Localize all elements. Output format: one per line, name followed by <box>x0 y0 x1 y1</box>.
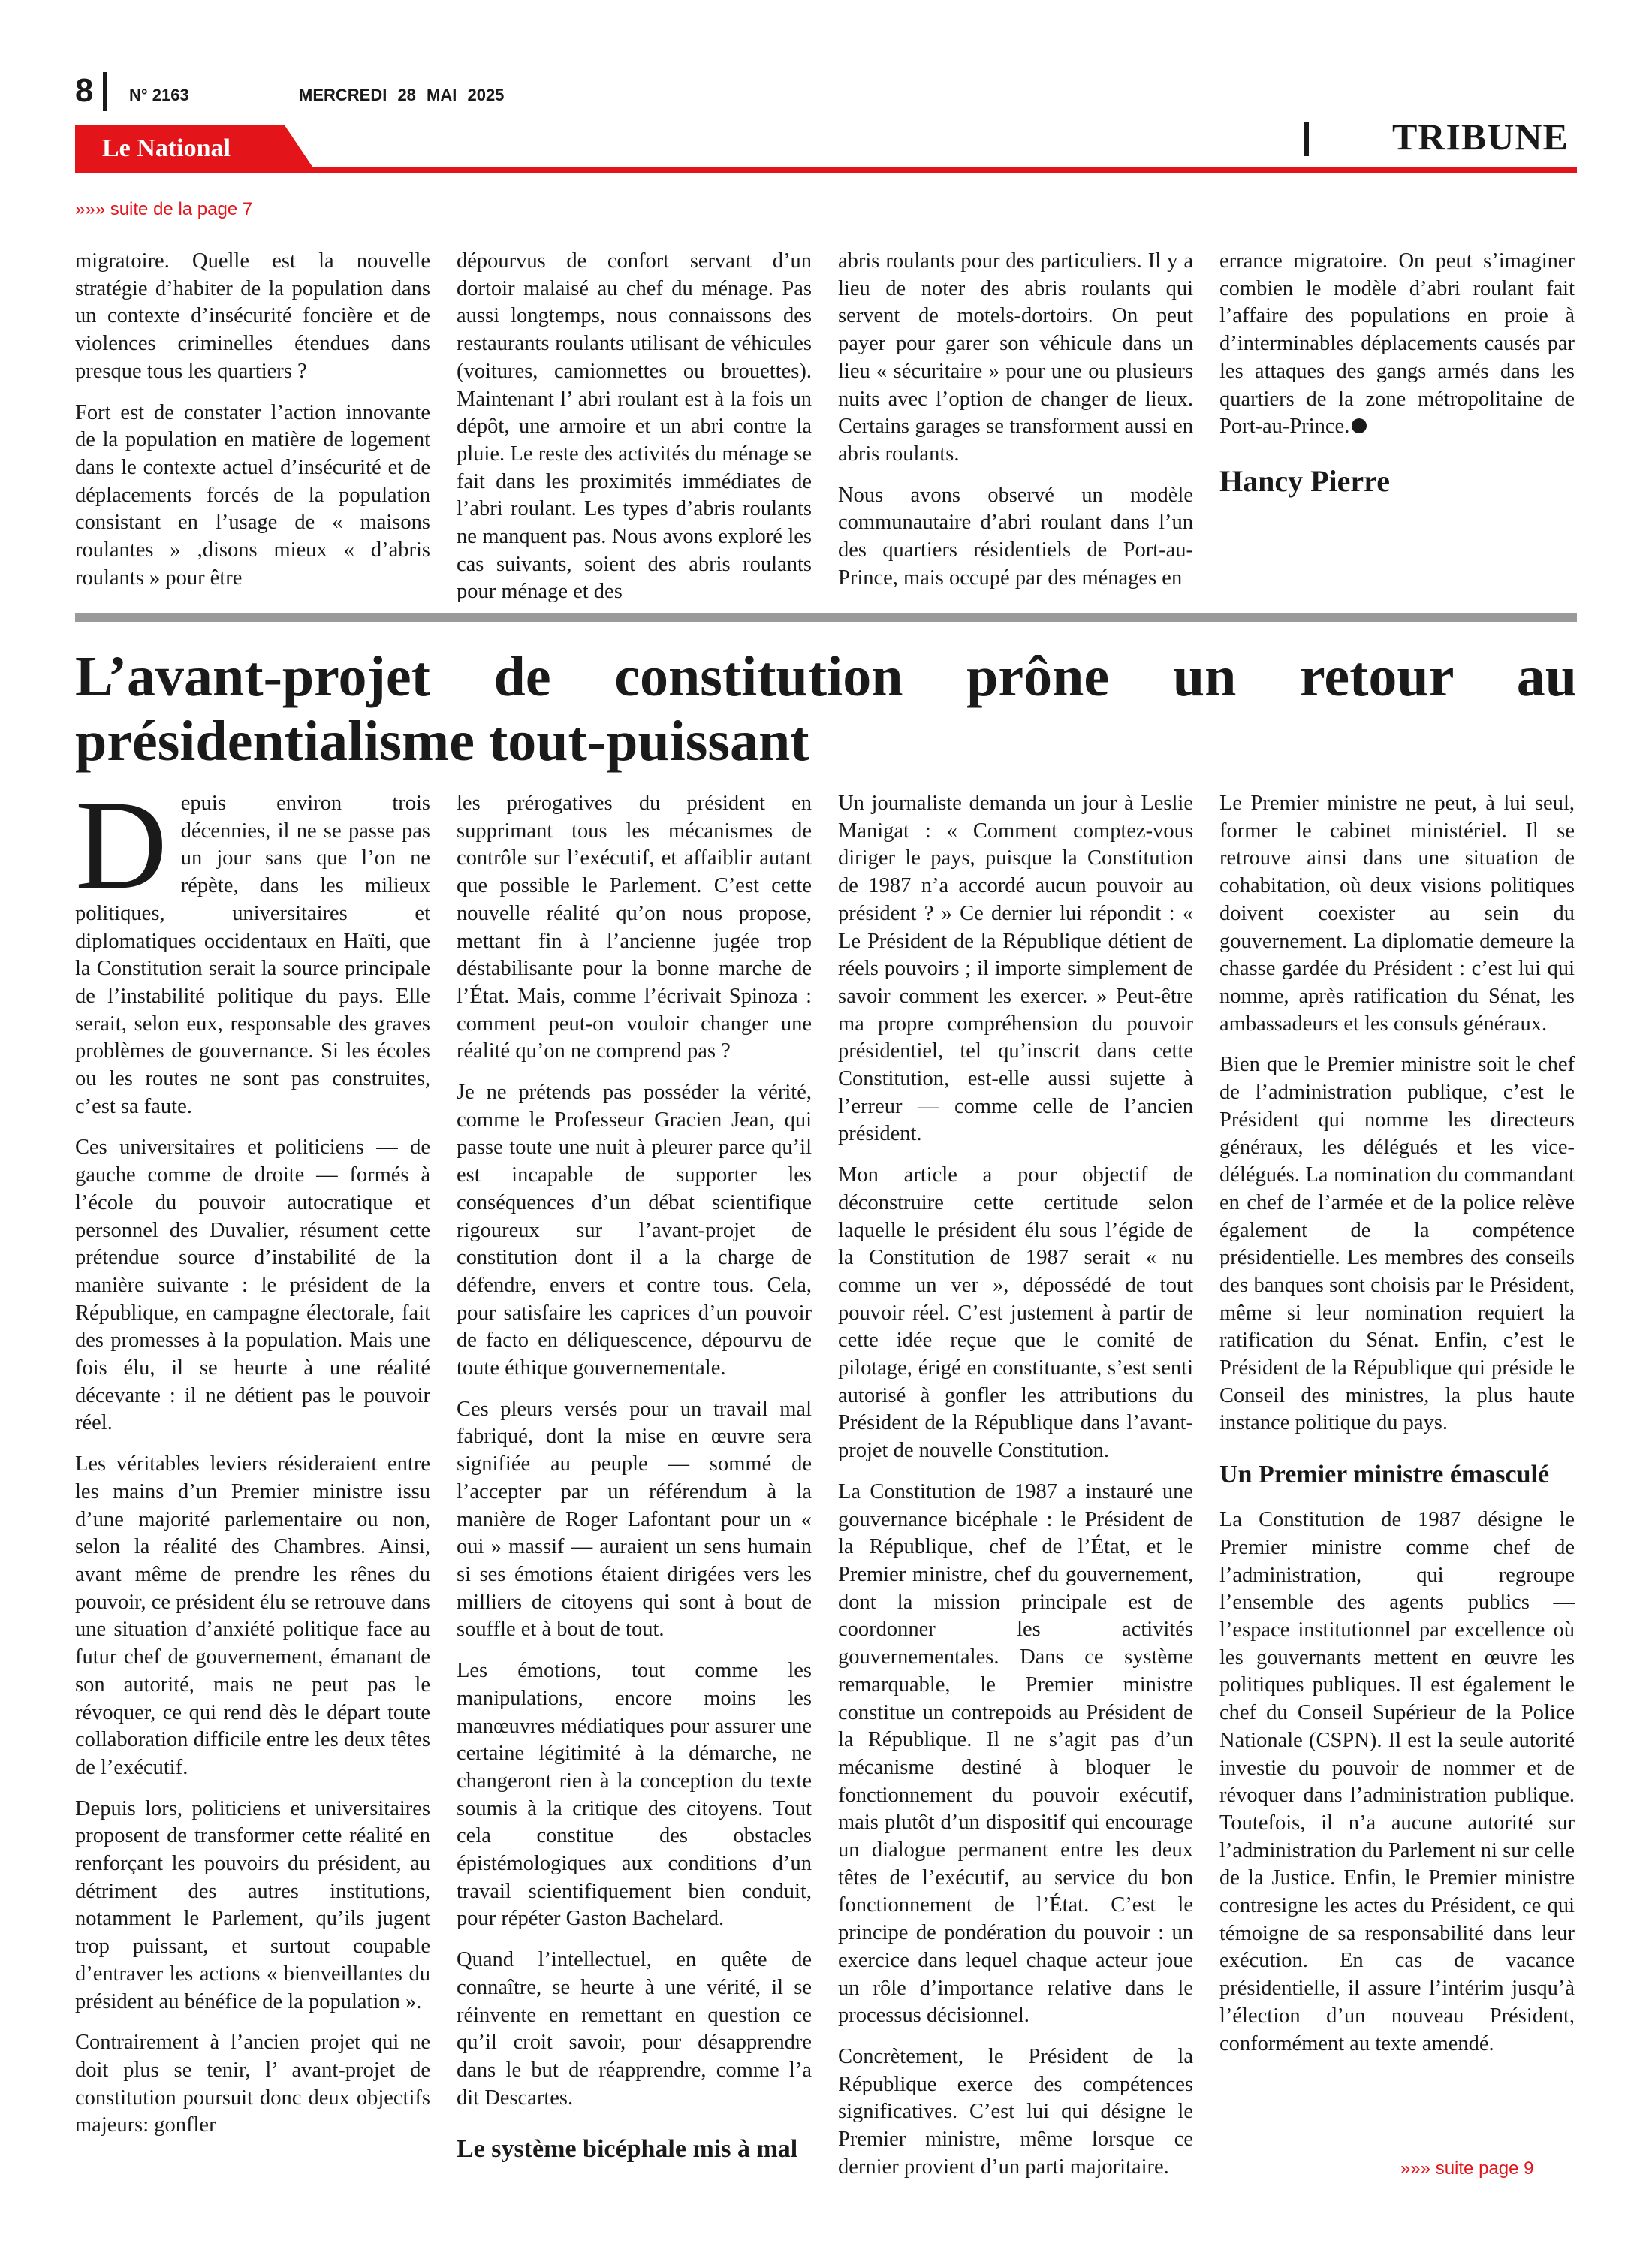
article-divider <box>75 613 1577 622</box>
issue-number: N° 2163 <box>129 86 189 104</box>
section-separator <box>1304 122 1309 156</box>
page-number: 8 <box>75 72 94 109</box>
paragraph: Fort est de constater l’action innovante de la population en matière de logement dans le contexte actuel d’insécurité et de déplacements forcés de la population consistant en l’usage de « maisons roulantes » ,disons mieux « d’abris roulants » pour être <box>75 400 430 590</box>
paragraph: Les véritables leviers résideraient entre les mains d’un Premier ministre issu d’une majorité parlementaire ou non, selon la réalité des Chambres. Ainsi, avant même de prendre les rênes du pouvoir, ce président élu se retrouve dans une situation d’anxiété politique face au futur chef de gouvernement, émanant de son autorité, mais ne peut pas le révoquer, ce qui rend dès le départ toute collaboration difficile entre les deux têtes de l’exécutif. <box>75 1452 430 1779</box>
drop-cap: D <box>75 774 167 915</box>
paragraph: Ces pleurs versés pour un travail mal fabriqué, dont la mise en œuvre sera signifiée au peuple — sommé de l’accepter par un référendum à la manière de Roger Lafontant pour un « oui » massif — auraient un sens humain si ses émotions étaient dirigées vers les milliers de citoyens qui sont à bout de souffle et à bout de tout. <box>457 1397 812 1642</box>
header-vertical-bar <box>103 72 107 111</box>
subheading: Le système bicéphale mis à mal <box>457 2135 798 2164</box>
paragraph: Quand l’intellectuel, en quête de connaître, se heurte à une vérité, il se réinvente en remettant en question ce qu’il croit savoir, pour désapprendre dans le but de réapprendre, comme l’a dit Descartes. <box>457 1948 812 2110</box>
article-column-1 <box>75 774 430 2140</box>
paragraph: Ces universitaires et politiciens — de gauche comme de droite — formés à l’école du pouvoir autocratique et personnel des Duvalier, résument cette prétendue source d’instabilité de la manière suivante : le président de la République, en campagne électorale, fait des promesses à la population. Mais une fois élu, il se heurte à une réalité décevante : il ne détient pas le pouvoir réel. <box>75 1136 430 1435</box>
article-column-2 <box>457 790 812 2181</box>
paragraph: Contrairement à l’ancien projet qui ne doit plus se tenir, l’ avant-projet de constitution poursuit donc deux objectifs majeurs: gonfler <box>75 2031 430 2137</box>
paragraph: migratoire. Quelle est la nouvelle stratégie d’habiter de la population dans un contexte d’insécurité foncière et de violences criminelles étendues dans presque tous les quartiers ? <box>75 249 430 383</box>
continued-from-link[interactable]: »»» suite de la page 7 <box>75 199 253 219</box>
section-title: TRIBUNE <box>1392 116 1569 158</box>
paragraph: dépourvus de confort servant d’un dortoir malaisé au chef du ménage. Pas aussi longtemps, nous connaissons des restaurants roulants utilisant de véhicules (voitures, camionnettes ou brouettes). Maintenant l’ abri roulant est à la fois un dépôt, une armoire et un abri contre la pluie. Le reste des activités du ménage se fait dans les proximités immédiates de l’abri roulant. Les types d’abris roulants ne manquent pas. Nous avons exploré les cas suivants, soient des abris roulants pour ménage et des <box>457 249 812 604</box>
article-headline: L’avant-projet de constitution prône un retour au présidentialisme tout-puissant <box>75 645 1577 773</box>
author-signature: Hancy Pierre <box>1219 463 1390 498</box>
article-column-4 <box>1219 790 1575 2058</box>
issue-date: MERCREDI 28 MAI 2025 <box>299 86 505 104</box>
paragraph: Concrètement, le Président de la République exerce des compétences significatives. C’est lui qui désigne le Premier ministre, même lorsque ce dernier provient d’un parti majoritaire. <box>838 2044 1193 2179</box>
continued-to-link[interactable]: »»» suite page 9 <box>1400 2158 1534 2179</box>
paragraph: Depuis lors, politiciens et universitaires proposent de transformer cette réalité en renforçant les pouvoirs du président, au détriment des autres institutions, notamment le Parlement, qu’ils jugent trop puissant, et surtout coupable d’entraver les actions « bienveillantes du président au bénéfice de la population ». <box>75 1796 430 2013</box>
paragraph: les prérogatives du président en supprimant tous les mécanismes de contrôle sur l’exécutif, et affaiblir autant que possible le Parlement. C’est cette nouvelle réalité qu’on nous propose, mettant fin à l’ancienne jugée trop déstabilisante pour la bonne marche de l’État. Mais, comme l’écrivait Spinoza : comment peut-on vouloir changer une réalité qu’on ne comprend pas ? <box>457 792 812 1063</box>
paragraph: Les émotions, tout comme les manipulations, encore moins les manœuvres médiatiques pour assurer une certaine légitimité à la démarche, ne changeront rien à la conception du texte soumis à la critique des citoyens. Tout cela constitue des obstacles épistémologiques aux conditions d’un travail scientifiquement bien conduit, pour répéter Gaston Bachelard. <box>457 1659 812 1931</box>
paragraph: Un journaliste demanda un jour à Leslie Manigat : « Comment comptez-vous diriger le pays, puisque la Constitution de 1987 n’a accordé aucun pouvoir au président ? » Ce dernier lui répondit : « Le Président de la République détient de réels pouvoirs ; il importe simplement de savoir comment les exercer. » Peut-être ma propre compréhension du pouvoir présidentiel, tel qu’inscrit dans cette Constitution, est-elle aussi sujette à l’erreur — comme celle de l’ancien président. <box>838 792 1193 1146</box>
paragraph: La Constitution de 1987 a instauré une gouvernance bicéphale : le Président de la République, chef de l’État, et le Premier ministre, chef du gouvernement, dont la mission principale est de coordonner les activités gouvernementales. Dans ce système remarquable, le Premier ministre constitue un contrepoids au Président de la République. Il ne s’agit pas d’un mécanisme destiné à bloquer le fonctionnement du pouvoir exécutif, mais plutôt d’un dispositif qui encourage un dialogue permanent entre les deux têtes de l’exécutif, au service du bon fonctionnement de l’État. C’est le principe de pondération du pouvoir : un exercice dans lequel chaque acteur joue un rôle d’importance relative dans le processus décisionnel. <box>838 1479 1193 2028</box>
paragraph: Je ne prétends pas posséder la vérité, comme le Professeur Gracien Jean, qui passe toute une nuit à pleurer parce qu’il est incapable de supporter les conséquences d’un débat scientifique rigoureux sur l’avant-projet de constitution dont il a la charge de défendre, envers et contre tous. Cela, pour satisfaire les caprices d’un pouvoir de facto en déliquescence, dépourvu de toute éthique gouvernementale. <box>457 1081 812 1380</box>
paragraph: Bien que le Premier ministre soit le chef de l’administration publique, c’est le Président qui nomme les directeurs généraux, les délégués et les vice-délégués. La nomination du commandant en chef de l’armée et de la police relève également de la compétence présidentielle. Les membres des conseils des banques sont choisis par le Président, même si leur nomination requiert la ratification du Sénat. Enfin, c’est le Président de la République qui préside le Conseil des ministres, la plus haute instance politique du pays. <box>1219 1053 1575 1435</box>
paragraph: Mon article a pour objectif de déconstruire cette certitude selon laquelle le président élu sous l’égide de la Constitution de 1987 serait « nu comme un ver », dépossédé de tout pouvoir réel. C’est justement à partir de cette idée reçue que le comité de pilotage, érigé en constituante, s’est senti autorisé à gonfler les attributions du Président de la République dans l’avant-projet de nouvelle Constitution. <box>838 1163 1193 1463</box>
paragraph-text: errance migratoire. On peut s’imaginer combien le modèle d’abri roulant fait l’affaire des populations en proie à d’interminables déplacements causés par les attaques des gangs armés dans les quartiers de la zone métropolitaine de Port-au-Prince. <box>1219 249 1575 439</box>
paragraph: La Constitution de 1987 désigne le Premier ministre comme chef de l’administration, qui regroupe l’ensemble des agents publics — l’espace institutionnel par excellence où les gouvernants mettent en œuvre les politiques publiques. Il est également le chef du Conseil Supérieur de la Police Nationale (CSPN). Il est la seule autorité investie du pouvoir de nommer et de révoquer dans l’administration publique. Toutefois, il n’a aucune autorité sur l’administration du Parlement ni sur celle de la Justice. Enfin, le Premier ministre contresigne les actes du Président, ce qui témoigne de sa responsabilité dans leur exécution. En cas de vacance présidentielle, il assure l’intérim jusqu’à l’élection d’un nouveau Président, conformément au texte amendé. <box>1219 1508 1575 2055</box>
paragraph-text: epuis environ trois décennies, il ne se passe pas un jour sans que l’on ne répète, dans les milieux politiques, universitaires et diplomatiques occidentaux en Haïti, que la Constitution serait la source principale de l’instabilité politique du pays. Elle serait, selon eux, responsable des graves problèmes de gouvernance. Si les écoles ou les routes ne sont pas construites, c’est sa faute. <box>75 792 430 1118</box>
header-rule <box>75 167 1577 173</box>
paragraph <box>75 774 430 1120</box>
paragraph: abris roulants pour des particuliers. Il y a lieu de noter des abris roulants qui servent de motels-dortoirs. On peut payer pour garer son véhicule dans un lieu « sécuritaire » pour une ou plusieurs nuits avec l’option de changer de lieux. Certains garages se transforment aussi en abris roulants. <box>838 249 1193 466</box>
subheading: Un Premier ministre émasculé <box>1219 1461 1550 1489</box>
end-mark-icon <box>1352 418 1367 433</box>
article-column-3 <box>838 790 1193 2181</box>
paragraph: Le Premier ministre ne peut, à lui seul, former le cabinet ministériel. Il se retrouve ainsi dans une situation de cohabitation, où deux visions politiques doivent coexister au sein du gouvernement. La diplomatie demeure la chasse gardée du Président : c’est lui qui nomme, après ratification du Sénat, les ambassadeurs et les consuls généraux. <box>1219 792 1575 1036</box>
prev-column-4 <box>1219 248 1575 496</box>
prev-column-1 <box>75 248 430 592</box>
brand-name: Le National <box>102 134 231 162</box>
paragraph <box>1219 248 1575 441</box>
prev-column-3 <box>838 248 1193 592</box>
paragraph: Nous avons observé un modèle communautaire d’abri roulant dans l’un des quartiers résidentiels de Port-au-Prince, mais occupé par des ménages en <box>838 483 1193 590</box>
prev-column-2 <box>457 248 812 606</box>
